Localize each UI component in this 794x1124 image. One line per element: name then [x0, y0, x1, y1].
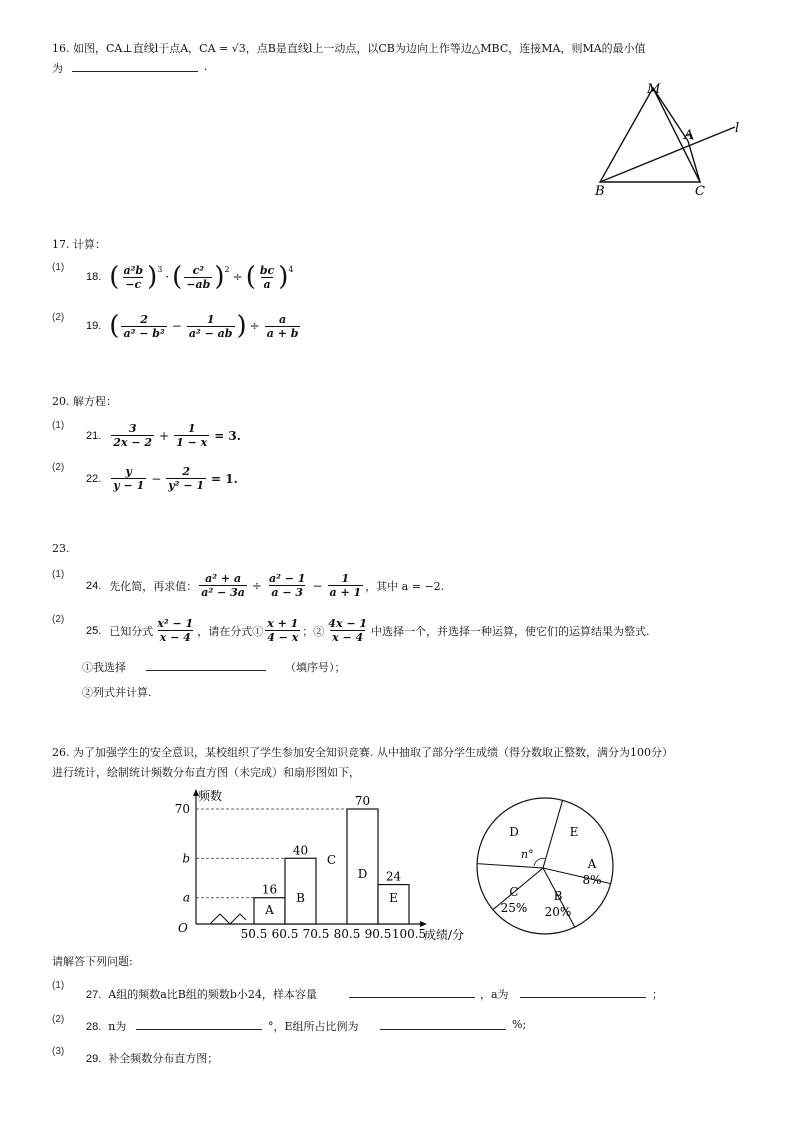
bar-category-label: A: [265, 903, 274, 917]
q17-p1-expression: 18. ( $\frac{\text{a²b}}{-c}$ ) 3 · ( $\frac{\text{c²}}{-ab}$ ) 2 ÷ ( $\frac{bc}{a}$ ) 4: [86, 262, 294, 292]
q25-choose-suffix: （填序号）；: [285, 661, 346, 674]
q27-end: ；: [652, 988, 663, 1001]
pie-slice-label: E: [569, 825, 579, 839]
bar-value-label: 70: [354, 794, 371, 808]
q28-end: %;: [512, 1018, 527, 1031]
axis-break-mark: [210, 914, 246, 924]
q23-p2-expression: 25. 已知分式 $\frac{\text{x² − 1}}{x - 4}$ ，请在分式① $\frac{x + 1}{4 - x}$ ；② $\frac{4x - 1}{x - 4}$ 中选择一个，并选择一种运算，使它们的运算结果为整式.: [86, 617, 650, 644]
q16-line2-suffix: .: [204, 60, 208, 73]
q28-e-blank[interactable]: [380, 1029, 506, 1030]
q23-p1-index: (1): [52, 569, 65, 580]
angle-label: n°: [521, 848, 534, 861]
q18-number: 18.: [86, 271, 102, 283]
bar-category-label: C: [326, 853, 337, 867]
x-tick-label: 70.5: [302, 927, 330, 941]
label-a: A: [684, 128, 694, 143]
q27-text: 27. A组的频数a比B组的频数b小24，样本容量: [86, 988, 317, 1001]
q26-line2: 进行统计，绘制统计频数分布直方图（未完成）和扇形图如下，: [52, 766, 360, 779]
line-l: [600, 127, 735, 182]
x-tick-label: 100.5: [391, 927, 427, 941]
q20-p1-equation: 21. $\frac{3}{2x - 2}$ + $\frac{1}{1 - x}$ = 3.: [86, 422, 241, 449]
q28-text: 28. n为: [86, 1020, 127, 1033]
q28-mid: °，E组所占比例为: [268, 1020, 359, 1033]
q20-p2-equation: 22. $\frac{y}{y - 1}$ − $\frac{2}{\text{y² − 1}}$ = 1.: [86, 465, 238, 492]
q27-sample-blank[interactable]: [349, 997, 475, 998]
bar-value-label: 16: [261, 882, 278, 897]
q18-frac2: $\frac{\text{c²}}{-ab}$: [186, 263, 211, 291]
bar-category-label: E: [389, 891, 398, 905]
y-tick-label: a: [182, 890, 190, 905]
x-tick-label: 50.5: [240, 927, 268, 941]
q27-a-blank[interactable]: [520, 997, 646, 998]
pie-percent-label: 25%: [500, 901, 528, 915]
x-tick-label: 90.5: [364, 927, 392, 941]
q16-line1: 16. 如图，CA⊥直线l于点A，CA = √3，点B是直线l上一动点，以CB为边向上作等边△MBC，连接MA，则MA的最小值: [52, 42, 646, 55]
label-c: C: [695, 184, 705, 198]
pie-slice-label: C: [509, 885, 519, 899]
x-tick-label: 60.5: [271, 927, 299, 941]
q25-choose-blank[interactable]: [146, 670, 266, 671]
q25-compute: ②列式并计算.: [82, 686, 152, 699]
bar-value-label: 24: [385, 869, 402, 884]
q18-frac3: $\frac{bc}{a}$: [259, 263, 275, 291]
q17-p1-index: (1): [52, 262, 65, 273]
label-l: l: [735, 121, 740, 136]
histogram-xlabel: 成绩/分: [424, 928, 465, 942]
q26-p1-index: (1): [52, 980, 65, 991]
q16-triangle-figure: [585, 78, 755, 198]
pie-percent-label: 20%: [544, 905, 572, 919]
histogram-chart: [170, 784, 470, 944]
histogram-ylabel: 频数: [198, 789, 223, 803]
pie-slice-label: D: [509, 825, 519, 839]
q20-p2-index: (2): [52, 462, 65, 473]
q29-text: 29. 补全频数分布直方图；: [86, 1052, 219, 1065]
pie-chart: [470, 788, 630, 948]
pie-slice-label: A: [587, 857, 597, 871]
pie-slices: [477, 798, 613, 934]
x-tick-label: 80.5: [333, 927, 361, 941]
q18-frac1: $\frac{\text{a²b}}{-c}$: [123, 263, 144, 291]
histogram-bars: [254, 794, 409, 924]
q17-p2-expression: 19. ( $\frac{2}{\text{a² − b²}}$ − $\frac{1}{\text{a² − ab}}$ ) ÷ $\frac{a}{a + b}$: [86, 311, 299, 341]
pie-slice-label: B: [553, 889, 563, 903]
y-tick-label: b: [182, 851, 190, 866]
q26-p2-index: (2): [52, 1014, 65, 1025]
q17-p2-index: (2): [52, 312, 65, 323]
y-tick-label: 70: [174, 802, 190, 816]
bar-category-label: B: [296, 891, 305, 905]
q27-mid: ，a为: [480, 988, 509, 1001]
label-m: M: [647, 82, 661, 97]
q28-n-blank[interactable]: [136, 1029, 262, 1030]
q25-choose-prefix: ①我选择: [82, 661, 126, 674]
q20-title: 20. 解方程：: [52, 395, 117, 408]
q26-p3-index: (3): [52, 1046, 65, 1057]
q20-p1-index: (1): [52, 420, 65, 431]
bar-value-label: 40: [292, 843, 309, 858]
label-b: B: [595, 184, 605, 198]
pie-percent-label: 8%: [582, 873, 602, 887]
q16-answer-blank[interactable]: [72, 71, 198, 72]
q23-p1-expression: 24. 先化简，再求值： $\frac{\text{a² + a}}{\text{a² − 3a}}$ ÷ $\frac{\text{a² − 1}}{a - 3}$ − $\frac{1}{a + 1}$ ，其中 a = −2.: [86, 572, 445, 599]
bar-category-label: D: [357, 867, 368, 881]
q19-number: 19.: [86, 320, 102, 332]
q26-line1: 26. 为了加强学生的安全意识，某校组织了学生参加安全知识竞赛. 从中抽取了部分学生成绩（得分数取正整数，满分为100分）: [52, 746, 673, 759]
q16-line2-prefix: 为: [52, 62, 63, 75]
histogram-origin: O: [178, 921, 188, 935]
q26-ask: 请解答下列问题:: [52, 955, 133, 968]
q23-title: 23.: [52, 542, 70, 555]
q17-title: 17. 计算：: [52, 238, 106, 251]
q23-p2-index: (2): [52, 614, 65, 625]
